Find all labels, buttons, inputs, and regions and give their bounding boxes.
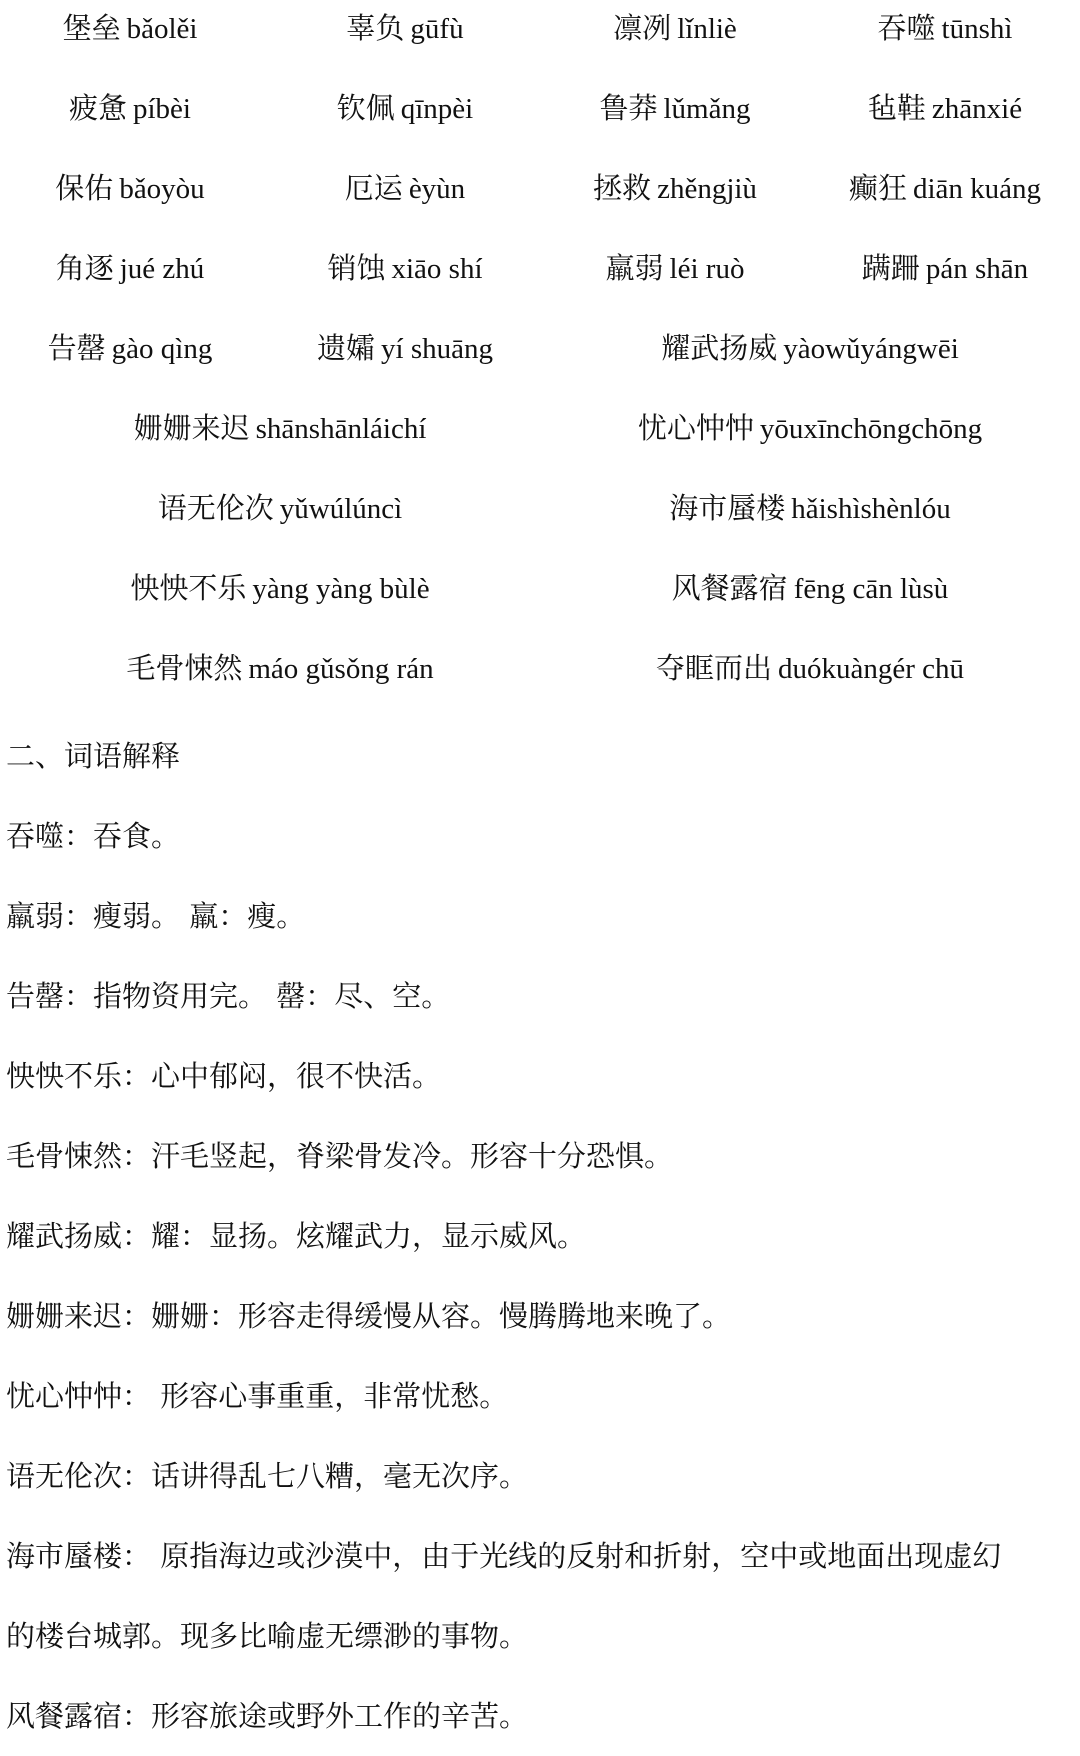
definition-line: 毛骨悚然：汗毛竖起，脊梁骨发冷。形容十分恐惧。 xyxy=(6,1139,674,1173)
vocab-entry xyxy=(285,160,525,216)
vocab-entry xyxy=(10,80,250,136)
idiom-pinyin: shānshānláichí xyxy=(255,413,427,445)
idiom-entry xyxy=(30,640,530,696)
definition-line: 姗姗来迟：姗姗：形容走得缓慢从容。慢腾腾地来晚了。 xyxy=(6,1299,732,1333)
definition-line: 羸弱：瘦弱。 羸：瘦。 xyxy=(6,899,306,933)
idiom-word: 毛骨悚然 xyxy=(126,651,243,685)
vocab-entry xyxy=(10,320,250,376)
definition-line: 的楼台城郭。现多比喻虚无缥渺的事物。 xyxy=(6,1619,529,1653)
vocab-entry xyxy=(555,0,795,56)
vocab-entry xyxy=(825,0,1065,56)
vocab-entry xyxy=(285,80,525,136)
vocab-pinyin: léi ruò xyxy=(669,253,745,285)
idiom-row xyxy=(0,480,1080,536)
vocab-pinyin: yí shuāng xyxy=(381,333,493,365)
vocab-entry xyxy=(825,160,1065,216)
vocab-word: 蹒跚 xyxy=(861,251,920,285)
vocab-entry xyxy=(10,240,250,296)
pinyin-row xyxy=(0,80,1080,136)
idiom-entry xyxy=(560,400,1060,456)
vocab-pinyin: èyùn xyxy=(408,173,466,205)
idiom-pinyin: fēng cān lùsù xyxy=(793,573,949,605)
vocab-entry xyxy=(555,80,795,136)
vocab-word: 拯救 xyxy=(593,171,652,205)
vocab-word: 厄运 xyxy=(344,171,403,205)
idiom-word: 海市蜃楼 xyxy=(669,491,786,525)
pinyin-row xyxy=(0,320,1080,376)
definition-line: 风餐露宿：形容旅途或野外工作的辛苦。 xyxy=(6,1699,529,1733)
vocab-pinyin: pán shān xyxy=(925,253,1029,285)
vocab-word: 角逐 xyxy=(55,251,114,285)
idiom-pinyin: hǎishìshènlóu xyxy=(791,493,951,525)
vocab-entry xyxy=(825,240,1065,296)
vocab-word: 遗孀 xyxy=(317,331,376,365)
vocab-word: 销蚀 xyxy=(327,251,386,285)
vocab-pinyin: tūnshì xyxy=(941,13,1013,45)
idiom-entry xyxy=(560,640,1060,696)
vocab-word: 堡垒 xyxy=(62,11,121,45)
idiom-word: 夺眶而出 xyxy=(655,651,772,685)
vocab-word: 吞噬 xyxy=(877,11,936,45)
vocab-entry xyxy=(285,240,525,296)
vocab-word: 疲惫 xyxy=(68,91,127,125)
vocab-pinyin: lǐnliè xyxy=(677,13,737,45)
idiom-pinyin: yàng yàng bùlè xyxy=(252,573,430,605)
idiom-pinyin: yōuxīnchōngchōng xyxy=(759,413,983,445)
vocab-word: 告罄 xyxy=(47,331,106,365)
idiom-entry xyxy=(30,480,530,536)
vocab-pinyin: jué zhú xyxy=(119,253,205,285)
idiom-entry xyxy=(30,560,530,616)
pinyin-row xyxy=(0,160,1080,216)
idiom-pinyin: yàowǔyángwēi xyxy=(783,333,959,365)
vocab-word: 鲁莽 xyxy=(599,91,658,125)
vocab-pinyin: diān kuáng xyxy=(912,173,1042,205)
idiom-entry xyxy=(560,560,1060,616)
idiom-entry xyxy=(560,480,1060,536)
vocab-pinyin: zhěngjiù xyxy=(657,173,757,205)
pinyin-row xyxy=(0,0,1080,56)
definition-line: 吞噬：吞食。 xyxy=(6,819,181,853)
idiom-word: 耀武扬威 xyxy=(661,331,778,365)
idiom-pinyin: máo gǔsǒng rán xyxy=(248,653,434,685)
section-title: 二、词语解释 xyxy=(6,739,181,773)
idiom-pinyin: duókuàngér chū xyxy=(777,653,965,685)
idiom-row xyxy=(0,560,1080,616)
pinyin-row xyxy=(0,240,1080,296)
definition-line: 海市蜃楼： 原指海边或沙漠中，由于光线的反射和折射，空中或地面出现虚幻 xyxy=(6,1539,1002,1573)
vocab-pinyin: zhānxié xyxy=(931,93,1023,125)
vocab-pinyin: píbèi xyxy=(133,93,191,125)
definition-line: 告罄：指物资用完。 罄：尽、空。 xyxy=(6,979,451,1013)
vocab-pinyin: gào qìng xyxy=(111,333,213,365)
idiom-word: 怏怏不乐 xyxy=(130,571,247,605)
idiom-word: 忧心忡忡 xyxy=(637,411,754,445)
vocab-pinyin: bǎoyòu xyxy=(119,173,205,205)
idiom-word: 语无伦次 xyxy=(157,491,274,525)
idiom-word: 姗姗来迟 xyxy=(133,411,250,445)
vocab-pinyin: bǎolěi xyxy=(126,13,198,45)
idiom-entry xyxy=(560,320,1060,376)
vocab-word: 凛冽 xyxy=(613,11,672,45)
vocab-word: 钦佩 xyxy=(336,91,395,125)
vocab-pinyin: xiāo shí xyxy=(391,253,483,285)
definition-line: 语无伦次：话讲得乱七八糟，毫无次序。 xyxy=(6,1459,529,1493)
vocab-word: 辜负 xyxy=(346,11,405,45)
vocab-entry xyxy=(10,0,250,56)
vocab-word: 保佑 xyxy=(55,171,114,205)
vocab-entry xyxy=(555,160,795,216)
vocab-word: 羸弱 xyxy=(605,251,664,285)
vocab-pinyin: gūfù xyxy=(410,13,464,45)
vocab-entry xyxy=(555,240,795,296)
definition-line: 忧心忡忡： 形容心事重重，非常忧愁。 xyxy=(6,1379,509,1413)
definition-line: 耀武扬威：耀：显扬。炫耀武力，显示威风。 xyxy=(6,1219,587,1253)
vocab-pinyin: qīnpèi xyxy=(400,93,474,125)
vocab-pinyin: lǔmǎng xyxy=(663,93,751,125)
vocab-entry xyxy=(285,0,525,56)
idiom-pinyin: yǔwúlúncì xyxy=(279,493,403,525)
vocab-entry xyxy=(825,80,1065,136)
idiom-entry xyxy=(30,400,530,456)
vocab-word: 毡鞋 xyxy=(867,91,926,125)
definition-line: 怏怏不乐：心中郁闷，很不快活。 xyxy=(6,1059,442,1093)
idiom-word: 风餐露宿 xyxy=(671,571,788,605)
idiom-row xyxy=(0,400,1080,456)
idiom-row xyxy=(0,640,1080,696)
vocab-word: 癫狂 xyxy=(848,171,907,205)
vocab-entry xyxy=(285,320,525,376)
vocab-entry xyxy=(10,160,250,216)
